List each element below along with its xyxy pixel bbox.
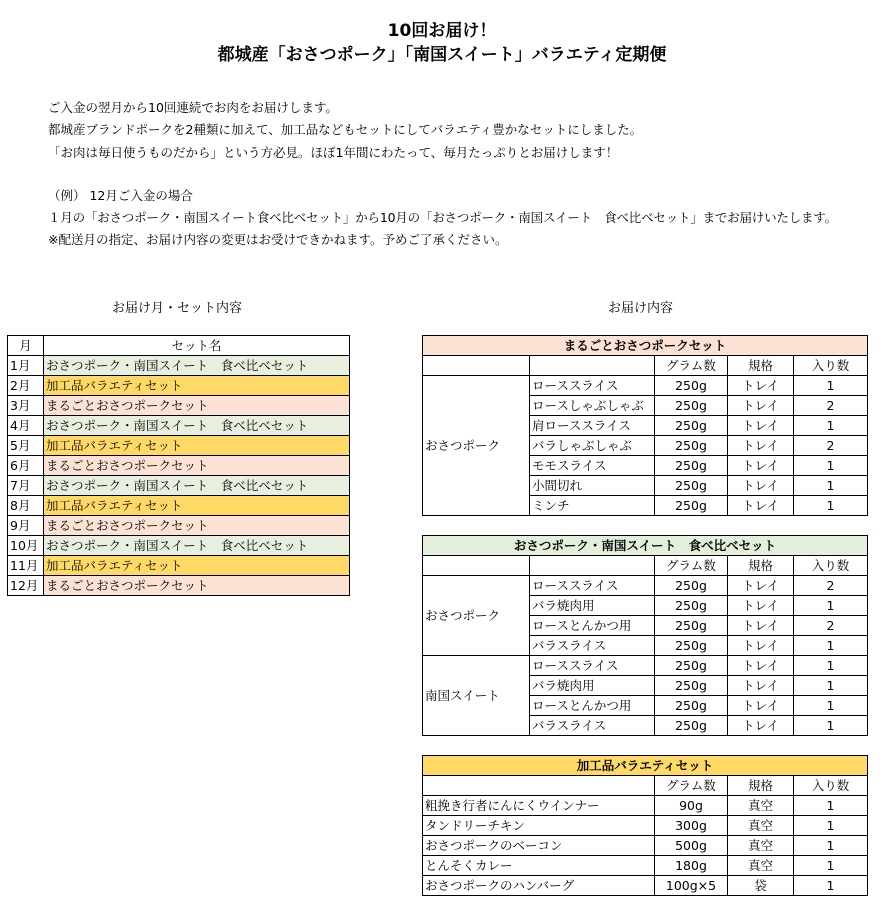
- grams-cell: 90g: [655, 796, 728, 816]
- set-name-cell: まるごとおさつポークセット: [44, 396, 350, 416]
- month-cell: 8月: [8, 496, 44, 516]
- item-name-cell: 小間切れ: [530, 476, 655, 496]
- set2-title: おさつポーク・南国スイート 食べ比べセット: [423, 536, 868, 556]
- qty-cell: 1: [794, 636, 868, 656]
- schedule-heading: お届け月・セット内容: [112, 301, 243, 316]
- item-name-cell: おさつポークのハンバーグ: [423, 876, 655, 896]
- item-name-cell: ロースしゃぶしゃぶ: [530, 396, 655, 416]
- grams-cell: 250g: [655, 396, 728, 416]
- grams-header: グラム数: [655, 356, 728, 376]
- qty-cell: 1: [794, 456, 868, 476]
- spec-cell: トレイ: [728, 436, 794, 456]
- spec-cell: トレイ: [728, 596, 794, 616]
- header-blank: [530, 356, 655, 376]
- month-cell: 12月: [8, 576, 44, 596]
- schedule-row: [8, 356, 350, 376]
- grams-header: グラム数: [655, 776, 728, 796]
- spec-cell: トレイ: [728, 496, 794, 516]
- set-name-cell: おさつポーク・南国スイート 食べ比べセット: [44, 356, 350, 376]
- grams-cell: 250g: [655, 676, 728, 696]
- grams-header: グラム数: [655, 556, 728, 576]
- grams-cell: 250g: [655, 476, 728, 496]
- item-name-cell: タンドリーチキン: [423, 816, 655, 836]
- schedule-table: [7, 335, 350, 596]
- set-name-cell: おさつポーク・南国スイート 食べ比べセット: [44, 536, 350, 556]
- header-blank: [423, 556, 530, 576]
- qty-cell: 1: [794, 836, 868, 856]
- set-name-cell: まるごとおさつポークセット: [44, 516, 350, 536]
- qty-cell: 2: [794, 576, 868, 596]
- grams-cell: 250g: [655, 576, 728, 596]
- spec-header: 規格: [728, 356, 794, 376]
- set-name-cell: 加工品バラエティセット: [44, 556, 350, 576]
- set1-column-headers: [423, 356, 868, 376]
- set-name-cell: 加工品バラエティセット: [44, 496, 350, 516]
- spec-cell: 真空: [728, 796, 794, 816]
- set2-column-headers: [423, 556, 868, 576]
- grams-cell: 100g×5: [655, 876, 728, 896]
- spec-header: 規格: [728, 776, 794, 796]
- intro-line: （例） 12月ご入金の場合: [48, 188, 193, 203]
- qty-cell: 1: [794, 496, 868, 516]
- qty-cell: 2: [794, 396, 868, 416]
- month-cell: 5月: [8, 436, 44, 456]
- month-cell: 6月: [8, 456, 44, 476]
- item-name-cell: ローススライス: [530, 656, 655, 676]
- qty-cell: 1: [794, 816, 868, 836]
- item-row: [423, 856, 868, 876]
- qty-cell: 1: [794, 716, 868, 736]
- schedule-row: [8, 456, 350, 476]
- spec-cell: トレイ: [728, 396, 794, 416]
- spec-cell: トレイ: [728, 376, 794, 396]
- grams-cell: 300g: [655, 816, 728, 836]
- spec-header: 規格: [728, 556, 794, 576]
- month-cell: 7月: [8, 476, 44, 496]
- header-blank: [423, 776, 655, 796]
- spec-cell: トレイ: [728, 636, 794, 656]
- month-cell: 9月: [8, 516, 44, 536]
- item-name-cell: ミンチ: [530, 496, 655, 516]
- item-name-cell: ローススライス: [530, 376, 655, 396]
- spec-cell: 真空: [728, 816, 794, 836]
- item-name-cell: バラスライス: [530, 636, 655, 656]
- qty-cell: 1: [794, 876, 868, 896]
- set-name-cell: 加工品バラエティセット: [44, 436, 350, 456]
- qty-cell: 1: [794, 596, 868, 616]
- qty-header: 入り数: [794, 556, 868, 576]
- spec-cell: 真空: [728, 836, 794, 856]
- spec-cell: トレイ: [728, 416, 794, 436]
- item-name-cell: バラしゃぶしゃぶ: [530, 436, 655, 456]
- grams-cell: 250g: [655, 636, 728, 656]
- item-name-cell: バラ焼肉用: [530, 676, 655, 696]
- grams-cell: 500g: [655, 836, 728, 856]
- contents-heading: お届け内容: [608, 301, 674, 316]
- grams-cell: 250g: [655, 596, 728, 616]
- qty-cell: 1: [794, 856, 868, 876]
- intro-line: ご入金の翌月から10回連続でお肉をお届けします。: [48, 100, 338, 115]
- qty-cell: 1: [794, 416, 868, 436]
- grams-cell: 180g: [655, 856, 728, 876]
- set3-column-headers: [423, 776, 868, 796]
- set1-title: まるごとおさつポークセット: [423, 336, 868, 356]
- schedule-row: [8, 396, 350, 416]
- grams-cell: 250g: [655, 656, 728, 676]
- month-column-header: 月: [8, 336, 44, 356]
- spec-cell: トレイ: [728, 616, 794, 636]
- month-cell: 3月: [8, 396, 44, 416]
- spec-cell: トレイ: [728, 696, 794, 716]
- set-name-cell: おさつポーク・南国スイート 食べ比べセット: [44, 476, 350, 496]
- set2-table: [422, 535, 868, 736]
- schedule-row: [8, 556, 350, 576]
- intro-line: １月の「おさつポーク・南国スイート食べ比べセット」から10月の「おさつポーク・南国スイート 食べ比べセット」までお届けいたします。: [48, 210, 837, 225]
- grams-cell: 250g: [655, 456, 728, 476]
- qty-cell: 1: [794, 376, 868, 396]
- spec-cell: トレイ: [728, 716, 794, 736]
- item-row: [423, 816, 868, 836]
- set3-title: 加工品バラエティセット: [423, 756, 868, 776]
- qty-cell: 1: [794, 656, 868, 676]
- month-cell: 4月: [8, 416, 44, 436]
- spec-cell: 真空: [728, 856, 794, 876]
- header-blank: [423, 356, 530, 376]
- spec-cell: トレイ: [728, 456, 794, 476]
- set-name-cell: 加工品バラエティセット: [44, 376, 350, 396]
- grams-cell: 250g: [655, 716, 728, 736]
- item-name-cell: 肩ローススライス: [530, 416, 655, 436]
- set3-table: [422, 755, 868, 896]
- item-name-cell: おさつポークのベーコン: [423, 836, 655, 856]
- header-blank: [530, 556, 655, 576]
- set1-table: [422, 335, 868, 516]
- group-cell: おさつポーク: [423, 576, 530, 656]
- schedule-row: [8, 436, 350, 456]
- item-row: [423, 796, 868, 816]
- qty-header: 入り数: [794, 356, 868, 376]
- schedule-row: [8, 496, 350, 516]
- spec-cell: トレイ: [728, 476, 794, 496]
- schedule-row: [8, 576, 350, 596]
- spec-cell: トレイ: [728, 676, 794, 696]
- grams-cell: 250g: [655, 496, 728, 516]
- month-cell: 2月: [8, 376, 44, 396]
- qty-cell: 1: [794, 476, 868, 496]
- qty-cell: 1: [794, 796, 868, 816]
- qty-cell: 1: [794, 696, 868, 716]
- schedule-header-row: [8, 336, 350, 356]
- set-name-cell: おさつポーク・南国スイート 食べ比べセット: [44, 416, 350, 436]
- intro-line: 「お肉は毎日使うものだから」という方必見。ほぼ1年間にわたって、毎月たっぷりとお届けします！: [48, 145, 619, 160]
- item-row: [423, 576, 868, 596]
- item-name-cell: ローススライス: [530, 576, 655, 596]
- month-cell: 11月: [8, 556, 44, 576]
- schedule-row: [8, 476, 350, 496]
- spec-cell: 袋: [728, 876, 794, 896]
- schedule-row: [8, 416, 350, 436]
- item-row: [423, 376, 868, 396]
- title-line-1: 10回お届け！: [387, 21, 497, 41]
- item-row: [423, 656, 868, 676]
- schedule-row: [8, 536, 350, 556]
- item-row: [423, 836, 868, 856]
- intro-line: ※配送月の指定、お届け内容の変更はお受けできかねます。予めご了承ください。: [48, 232, 508, 247]
- group-cell: 南国スイート: [423, 656, 530, 736]
- intro-line: 都城産ブランドポークを2種類に加えて、加工品などもセットにしてバラエティ豊かなセットにしました。: [48, 122, 643, 137]
- qty-cell: 2: [794, 436, 868, 456]
- set-column-header: セット名: [44, 336, 350, 356]
- item-name-cell: バラ焼肉用: [530, 596, 655, 616]
- grams-cell: 250g: [655, 376, 728, 396]
- item-row: [423, 876, 868, 896]
- item-name-cell: バラスライス: [530, 716, 655, 736]
- qty-cell: 1: [794, 676, 868, 696]
- set-name-cell: まるごとおさつポークセット: [44, 576, 350, 596]
- grams-cell: 250g: [655, 416, 728, 436]
- item-name-cell: ロースとんかつ用: [530, 696, 655, 716]
- grams-cell: 250g: [655, 616, 728, 636]
- spec-cell: トレイ: [728, 576, 794, 596]
- set-name-cell: まるごとおさつポークセット: [44, 456, 350, 476]
- month-cell: 1月: [8, 356, 44, 376]
- qty-header: 入り数: [794, 776, 868, 796]
- qty-cell: 2: [794, 616, 868, 636]
- item-name-cell: 粗挽き行者にんにくウインナー: [423, 796, 655, 816]
- schedule-row: [8, 516, 350, 536]
- item-name-cell: モモスライス: [530, 456, 655, 476]
- grams-cell: 250g: [655, 436, 728, 456]
- spec-cell: トレイ: [728, 656, 794, 676]
- item-name-cell: とんそくカレー: [423, 856, 655, 876]
- schedule-row: [8, 376, 350, 396]
- group-cell: おさつポーク: [423, 376, 530, 516]
- title-line-2: 都城産「おさつポーク」「南国スイート」バラエティ定期便: [217, 45, 667, 65]
- item-name-cell: ロースとんかつ用: [530, 616, 655, 636]
- month-cell: 10月: [8, 536, 44, 556]
- grams-cell: 250g: [655, 696, 728, 716]
